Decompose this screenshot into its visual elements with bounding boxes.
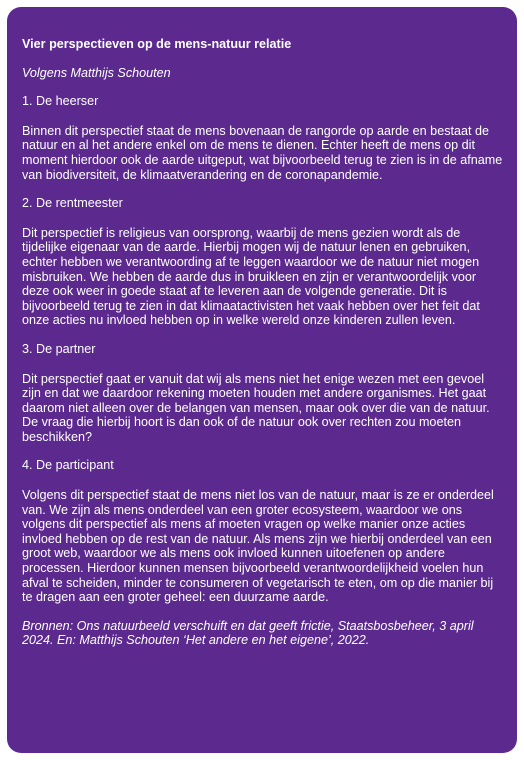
section-text-participant: Volgens dit perspectief staat de mens niet los van de natuur, maar is ze er onderdeel van. We zijn als mens onderdeel van een groter ecosysteem, waardoor we ons volgens dit perspectief als mens af moeten vragen op welke manier onze acties invloed hebben op de rest van de natuur. Als mens zijn we hierbij onderdeel van een groot web, waardoor we als mens ook invloed kunnen uitoefenen op andere processen. Hierdoor kunnen mensen bijvoorbeeld verantwoordelijkheid voelen hun afval te scheiden, minder te consumeren of vegetarisch te eten, om op die manier bij te dragen aan een groter geheel: een duurzame aarde. [22,488,494,605]
sources-note: Bronnen: Ons natuurbeeld verschuift en dat geeft frictie, Staatsbosbeheer, 3 april 2024. En: Matthijs Schouten ‘Het andere en het eigene’, 2022. [22,618,474,648]
section-text-partner: Dit perspectief gaat er vanuit dat wij als mens niet het enige wezen met een gevoel zijn en dat we daardoor rekening moeten houden met andere organismes. Het gaat daarom niet alleen over de belangen van mensen, maar ook over die van de natuur. De vraag die hierbij hoort is dan ook of de natuur ook over rechten zou moeten beschikken? [22,371,490,444]
card-title: Vier perspectieven op de mens-natuur relatie [22,37,292,51]
section-heading-rentmeester: 2. De rentmeester [22,196,123,211]
section-text-heerser: Binnen dit perspectief staat de mens bovenaan de rangorde op aarde en bestaat de natuur en al het andere enkel om de mens te dienen. Echter heeft de mens op dit moment hierdoor ook de aarde uitgeput, wat bijvoorbeeld terug te zien is in de afname van biodiversiteit, de klimaatverandering en de coronapandemie. [22,123,503,182]
section-heading-heerser: 1. De heerser [22,94,99,109]
section-text-rentmeester: Dit perspectief is religieus van oorsprong, waarbij de mens gezien wordt als de tijdelijke eigenaar van de aarde. Hierbij mogen wij de natuur lenen en gebruiken, echter hebben we verantwoording af te leggen waardoor we de natuur niet mogen misbruiken. We hebben de aarde dus in bruikleen en zijn er verantwoordelijk voor deze ook weer in goede staat af te leveren aan de volgende generatie. Dit is bijvoorbeeld terug te zien in dat klimaatactivisten het vaak hebben over het feit dat onze acties nu invloed hebben op in welke wereld onze kinderen zullen leven. [22,225,480,328]
section-heading-participant: 4. De participant [22,458,114,473]
card-subtitle: Volgens Matthijs Schouten [22,65,171,80]
section-heading-partner: 3. De partner [22,341,96,356]
info-card [7,7,517,753]
